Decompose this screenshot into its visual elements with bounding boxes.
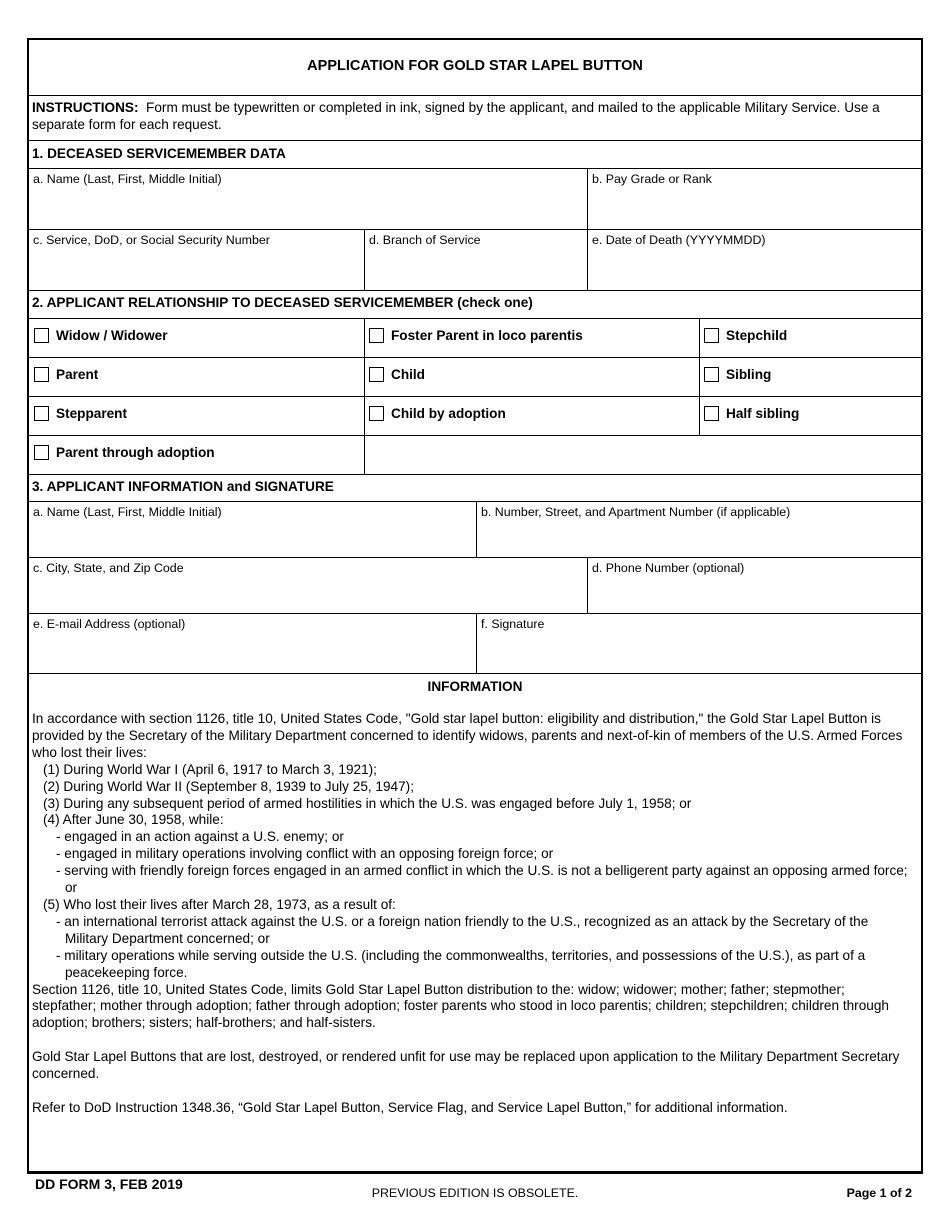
street-address-label: b. Number, Street, and Apartment Number (if applicable)	[481, 505, 791, 519]
checkbox-stepchild[interactable]	[704, 328, 787, 343]
list-item: (4) After June 30, 1958, while:	[43, 812, 224, 828]
divider	[29, 140, 921, 141]
divider	[29, 95, 921, 96]
checkbox-box[interactable]	[34, 406, 49, 421]
checkbox-label: Foster Parent in loco parentis	[391, 328, 583, 343]
list-subitem: - engaged in military operations involving conflict with an opposing foreign force; or	[56, 846, 554, 862]
branch-field[interactable]	[365, 230, 587, 290]
information-body	[32, 711, 911, 1117]
email-label: e. E-mail Address (optional)	[33, 617, 186, 631]
information-replacement-paragraph: Gold Star Lapel Buttons that are lost, destroyed, or rendered unfit for use may be replaced upon application to the Military Department Secretary concerned.	[32, 1049, 900, 1082]
list-subitem: - an international terrorist attack against the U.S. or a foreign nation friendly to the U.S., recognized as an attack by the Secretary of the Military Department concerned; or	[56, 913, 869, 946]
information-reference-paragraph: Refer to DoD Instruction 1348.36, “Gold Star Lapel Button, Service Flag, and Service Lapel Button,” for additional information.	[32, 1099, 788, 1115]
divider	[29, 435, 921, 436]
checkbox-box[interactable]	[704, 367, 719, 382]
list-subitem: - engaged in an action against a U.S. enemy; or	[56, 829, 344, 845]
form-container	[27, 38, 923, 1174]
list-item: (1) During World War I (April 6, 1917 to March 3, 1921);	[43, 761, 377, 777]
city-state-zip-field[interactable]	[29, 558, 587, 613]
form-title: APPLICATION FOR GOLD STAR LAPEL BUTTON	[307, 58, 643, 74]
checkbox-box[interactable]	[369, 406, 384, 421]
information-intro: In accordance with section 1126, title 10, United States Code, "Gold star lapel button: eligibility and distribution," the Gold Star Lapel Button is provided by the Secretary of the Military Department concerned to identify widows, parents and next-of-kin of members of the U.S. Armed Forces who lost their lives:	[32, 711, 903, 760]
pay-grade-field[interactable]	[588, 169, 923, 229]
section1-heading: 1. DECEASED SERVICEMEMBER DATA	[32, 146, 286, 161]
checkbox-child-by-adoption[interactable]	[369, 406, 506, 421]
date-of-death-label: e. Date of Death (YYYYMMDD)	[592, 233, 766, 247]
checkbox-label: Widow / Widower	[56, 328, 168, 343]
divider	[699, 318, 700, 435]
service-number-label: c. Service, DoD, or Social Security Number	[33, 233, 270, 247]
deceased-name-field[interactable]	[29, 169, 587, 229]
obsolete-notice: PREVIOUS EDITION IS OBSOLETE.	[371, 1186, 579, 1200]
instructions	[32, 99, 913, 133]
checkbox-widow-widower[interactable]	[34, 328, 168, 343]
page-number: Page 1 of 2	[846, 1186, 912, 1200]
street-address-field[interactable]	[477, 502, 923, 557]
list-subitem: - military operations while serving outside the U.S. (including the commonwealths, territories, and possessions of the U.S.), as part of a peacekeeping force.	[56, 947, 866, 980]
checkbox-label: Stepchild	[726, 328, 788, 343]
form-number: DD FORM 3, FEB 2019	[35, 1176, 183, 1192]
checkbox-parent-through-adoption[interactable]	[34, 445, 215, 460]
section3-heading: 3. APPLICANT INFORMATION and SIGNATURE	[32, 479, 334, 494]
divider	[29, 318, 921, 319]
checkbox-label: Stepparent	[56, 406, 128, 421]
checkbox-box[interactable]	[34, 367, 49, 382]
checkbox-half-sibling[interactable]	[704, 406, 799, 421]
date-of-death-field[interactable]	[588, 230, 923, 290]
list-item: (5) Who lost their lives after March 28, 1973, as a result of:	[43, 896, 396, 912]
checkbox-box[interactable]	[369, 367, 384, 382]
checkbox-box[interactable]	[704, 406, 719, 421]
list-item: (2) During World War II (September 8, 1939 to July 25, 1947);	[43, 778, 414, 794]
list-item: (3) During any subsequent period of armed hostilities in which the U.S. was engaged before July 1, 1958; or	[43, 795, 692, 811]
checkbox-label: Child	[391, 367, 425, 382]
checkbox-label: Sibling	[726, 367, 772, 382]
checkbox-foster-parent[interactable]	[369, 328, 583, 343]
divider	[29, 357, 921, 358]
section2-heading: 2. APPLICANT RELATIONSHIP TO DECEASED SERVICEMEMBER (check one)	[32, 295, 533, 310]
checkbox-box[interactable]	[34, 445, 49, 460]
applicant-name-label: a. Name (Last, First, Middle Initial)	[33, 505, 222, 519]
checkbox-stepparent[interactable]	[34, 406, 127, 421]
signature-field[interactable]	[477, 614, 923, 673]
information-section-paragraph: Section 1126, title 10, United States Code, limits Gold Star Lapel Button distribution to the: widow; widower; mother; father; stepmother; stepfather; mother through adoption; father through adoption; foster parents who stood in loco parentis; children; stepchildren; children through adoption; brothers; sisters; half-brothers; and half-sisters.	[32, 981, 889, 1031]
deceased-name-label: a. Name (Last, First, Middle Initial)	[33, 172, 222, 186]
information-heading: INFORMATION	[427, 679, 523, 694]
instructions-text: Form must be typewritten or completed in ink, signed by the applicant, and mailed to the applicable Military Service. Use a separate form for each request.	[32, 100, 880, 132]
instructions-label: INSTRUCTIONS:	[32, 100, 139, 115]
phone-field[interactable]	[588, 558, 923, 613]
applicant-name-field[interactable]	[29, 502, 476, 557]
pay-grade-label: b. Pay Grade or Rank	[592, 172, 712, 186]
service-number-field[interactable]	[29, 230, 364, 290]
city-state-zip-label: c. City, State, and Zip Code	[33, 561, 184, 575]
checkbox-box[interactable]	[34, 328, 49, 343]
checkbox-child[interactable]	[369, 367, 425, 382]
checkbox-label: Child by adoption	[391, 406, 506, 421]
divider	[29, 474, 921, 475]
divider	[29, 673, 921, 674]
checkbox-box[interactable]	[704, 328, 719, 343]
divider	[29, 290, 921, 291]
email-field[interactable]	[29, 614, 476, 673]
checkbox-sibling[interactable]	[704, 367, 771, 382]
phone-label: d. Phone Number (optional)	[592, 561, 745, 575]
signature-label: f. Signature	[481, 617, 545, 631]
checkbox-label: Parent	[56, 367, 99, 382]
checkbox-parent[interactable]	[34, 367, 98, 382]
checkbox-box[interactable]	[369, 328, 384, 343]
divider	[29, 396, 921, 397]
checkbox-label: Parent through adoption	[56, 445, 215, 460]
branch-label: d. Branch of Service	[369, 233, 481, 247]
checkbox-label: Half sibling	[726, 406, 800, 421]
list-subitem: - serving with friendly foreign forces engaged in an armed conflict in which the U.S. is not a belligerent party against an opposing armed force; or	[56, 863, 908, 896]
